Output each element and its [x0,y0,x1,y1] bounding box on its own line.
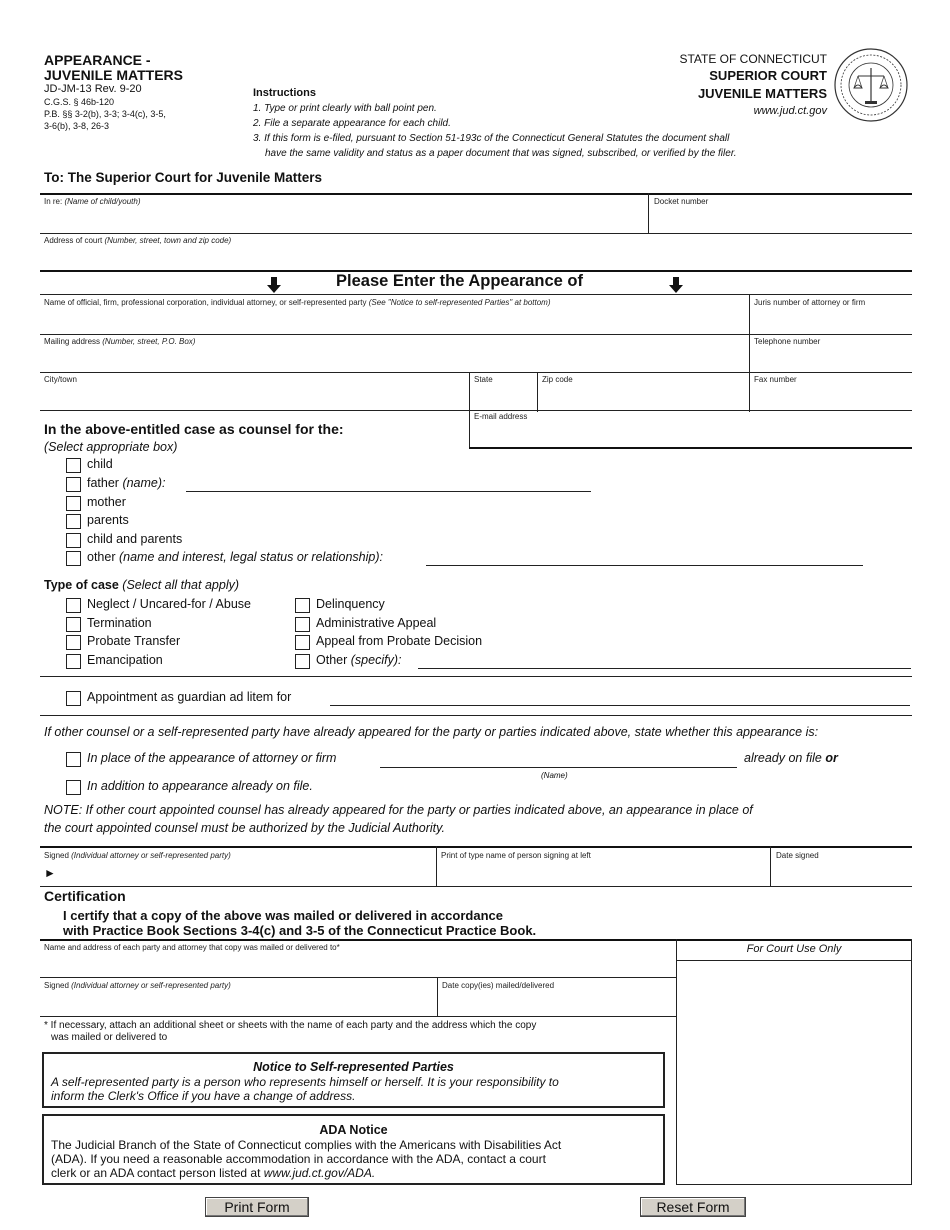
division-name: JUVENILE MATTERS [697,86,827,101]
print-name-field[interactable] [438,862,768,884]
ada-line2: (ADA). If you need a reasonable accommodation in accordance with the ADA, contact a court [51,1152,546,1166]
termination-option-label: Termination [87,616,152,630]
court-use-box [676,939,912,1185]
form-title-line1: APPEARANCE - [44,52,151,68]
probate-transfer-option-label: Probate Transfer [87,634,181,648]
note-line1: NOTE: If other court appointed counsel has already appeared for the party or parties indicated above, an appearance in place of [44,803,753,817]
in-place-checkbox[interactable] [66,752,81,767]
administrative-appeal-option-label: Administrative Appeal [316,616,437,630]
arrow-down-icon [266,277,282,293]
other-party-option-label: other (name and interest, legal status or relationship): [87,550,383,564]
date-signed-field[interactable] [772,862,910,884]
reset-form-button[interactable]: Reset Form [640,1197,746,1217]
attorney-name-field[interactable] [41,310,747,332]
cert-signed-label: Signed (Individual attorney or self-represented party) [44,981,231,990]
mother-checkbox[interactable] [66,496,81,511]
guardian-name-field[interactable] [330,705,910,706]
instruction-1: 1. Type or print clearly with ball point pen. [253,103,437,114]
certification-heading: Certification [44,888,126,904]
form-number: JD-JM-13 Rev. 9-20 [44,83,142,95]
ada-line1: The Judicial Branch of the State of Connecticut complies with the Americans with Disabilities Act [51,1138,562,1152]
parents-option-label: parents [87,513,129,527]
recipients-field[interactable] [41,954,674,976]
footnote-line1: * If necessary, attach an additional sheet or sheets with the name of each party and the address which the copy [44,1020,537,1031]
telephone-label: Telephone number [754,337,821,346]
court-use-label: For Court Use Only [746,943,842,955]
name-caption: (Name) [541,771,568,780]
delinquency-checkbox[interactable] [295,598,310,613]
in-re-field[interactable] [41,207,646,231]
form-title-line2: JUVENILE MATTERS [44,67,183,83]
emancipation-option-label: Emancipation [87,653,163,667]
zip-field[interactable] [539,386,747,410]
probate-appeal-checkbox[interactable] [295,635,310,650]
juris-number-field[interactable] [751,310,910,332]
mailing-address-label: Mailing address (Number, street, P.O. Box) [44,337,196,346]
in-addition-checkbox[interactable] [66,780,81,795]
ada-line3: clerk or an ADA contact person listed at www.jud.ct.gov/ADA. [51,1166,376,1180]
city-field[interactable] [41,386,467,410]
prior-attorney-field[interactable] [380,767,737,768]
mailing-address-field[interactable] [41,347,747,370]
in-addition-label: In addition to appearance already on file. [87,779,313,793]
telephone-field[interactable] [751,347,910,370]
case-type-heading: Type of case (Select all that apply) [44,578,240,592]
father-name-field[interactable] [186,491,591,492]
instruction-3: 3. If this form is e-filed, pursuant to Section 51-193c of the Connecticut General Statutes the document shall [253,133,730,144]
docket-number-label: Docket number [654,197,709,206]
administrative-appeal-checkbox[interactable] [295,617,310,632]
notice-line2: inform the Clerk's Office if you have a change of address. [51,1089,356,1103]
arrow-down-icon [668,277,684,293]
emancipation-checkbox[interactable] [66,654,81,669]
termination-checkbox[interactable] [66,617,81,632]
statute-line1: C.G.S. § 46b-120 [44,97,115,107]
to-court-heading: To: The Superior Court for Juvenile Matters [44,170,323,185]
other-party-checkbox[interactable] [66,551,81,566]
delinquency-option-label: Delinquency [316,597,385,611]
in-place-label: In place of the appearance of attorney or firm [87,751,337,765]
attorney-name-label: Name of official, firm, professional corporation, individual attorney, or self-represented party (See "Notice to self-represented Parties" at bottom) [44,298,551,307]
state-name: STATE OF CONNECTICUT [679,52,827,66]
print-name-label: Print of type name of person signing at left [441,851,591,860]
juris-number-label: Juris number of attorney or firm [754,298,866,307]
other-counsel-statement: If other counsel or a self-represented party have already appeared for the party or parties indicated above, state whether this appearance is: [44,725,819,739]
neglect-checkbox[interactable] [66,598,81,613]
statute-line3: 3-6(b), 3-8, 26-3 [44,121,110,131]
already-on-file-label: already on file or [744,751,838,765]
print-form-button[interactable]: Print Form [205,1197,309,1217]
father-checkbox[interactable] [66,477,81,492]
neglect-option-label: Neglect / Uncared-for / Abuse [87,597,251,611]
fax-field[interactable] [751,386,910,410]
date-signed-label: Date signed [776,851,819,860]
ada-heading: ADA Notice [319,1123,388,1137]
court-address-field[interactable] [41,246,909,268]
guardian-checkbox[interactable] [66,691,81,706]
state-label: State [474,375,493,384]
signed-label: Signed (Individual attorney or self-represented party) [44,851,231,860]
child-checkbox[interactable] [66,458,81,473]
date-mailed-label: Date copy(ies) mailed/delivered [442,981,555,990]
probate-transfer-checkbox[interactable] [66,635,81,650]
signature-field[interactable] [58,862,434,884]
signature-arrow-icon: ► [44,866,56,880]
cert-signature-field[interactable] [41,992,434,1014]
mother-option-label: mother [87,495,126,509]
ada-link[interactable]: www.jud.ct.gov/ADA. [263,1166,376,1180]
child-and-parents-checkbox[interactable] [66,533,81,548]
fax-label: Fax number [754,375,797,384]
counsel-hint: (Select appropriate box) [44,440,178,454]
docket-number-field[interactable] [650,207,910,231]
certification-text-line2: with Practice Book Sections 3-4(c) and 3-5 of the Connecticut Practice Book. [63,923,537,938]
guardian-option-label: Appointment as guardian ad litem for [87,690,292,704]
other-case-option-label: Other (specify): [316,653,402,667]
child-and-parents-option-label: child and parents [87,532,183,546]
zip-label: Zip code [542,375,573,384]
in-re-label: In re: (Name of child/youth) [44,197,141,206]
recipients-label: Name and address of each party and attorney that copy was mailed or delivered to* [44,943,340,952]
court-name: SUPERIOR COURT [709,68,827,83]
probate-appeal-option-label: Appeal from Probate Decision [316,634,483,648]
state-seal-icon [832,46,910,124]
state-field[interactable] [471,386,535,410]
other-case-field[interactable] [418,668,911,669]
notice-heading: Notice to Self-represented Parties [253,1060,454,1074]
footnote-line2: was mailed or delivered to [51,1032,168,1043]
email-field[interactable] [471,422,910,446]
instruction-3-cont: have the same validity and status as a paper document that was signed, subscribed, or verified by the filer. [265,148,737,159]
other-case-checkbox[interactable] [295,654,310,669]
father-option-label: father (name): [87,476,166,490]
city-label: City/town [44,375,77,384]
other-party-field[interactable] [426,565,863,566]
certification-text-line1: I certify that a copy of the above was mailed or delivered in accordance [63,908,503,923]
email-label: E-mail address [474,412,528,421]
parents-checkbox[interactable] [66,514,81,529]
counsel-heading: In the above-entitled case as counsel for the: [44,421,344,437]
note-line2: the court appointed counsel must be authorized by the Judicial Authority. [44,821,445,835]
date-mailed-field[interactable] [439,992,674,1014]
statute-line2: P.B. §§ 3-2(b), 3-3; 3-4(c), 3-5, [44,109,166,119]
notice-line1: A self-represented party is a person who represents himself or herself. It is your responsibility to [51,1075,559,1089]
court-address-label: Address of court (Number, street, town and zip code) [44,236,232,245]
instruction-2: 2. File a separate appearance for each child. [253,118,451,129]
child-option-label: child [87,457,113,471]
website: www.jud.ct.gov [753,105,827,117]
instructions-heading: Instructions [253,87,316,99]
appearance-heading: Please Enter the Appearance of [336,272,583,290]
